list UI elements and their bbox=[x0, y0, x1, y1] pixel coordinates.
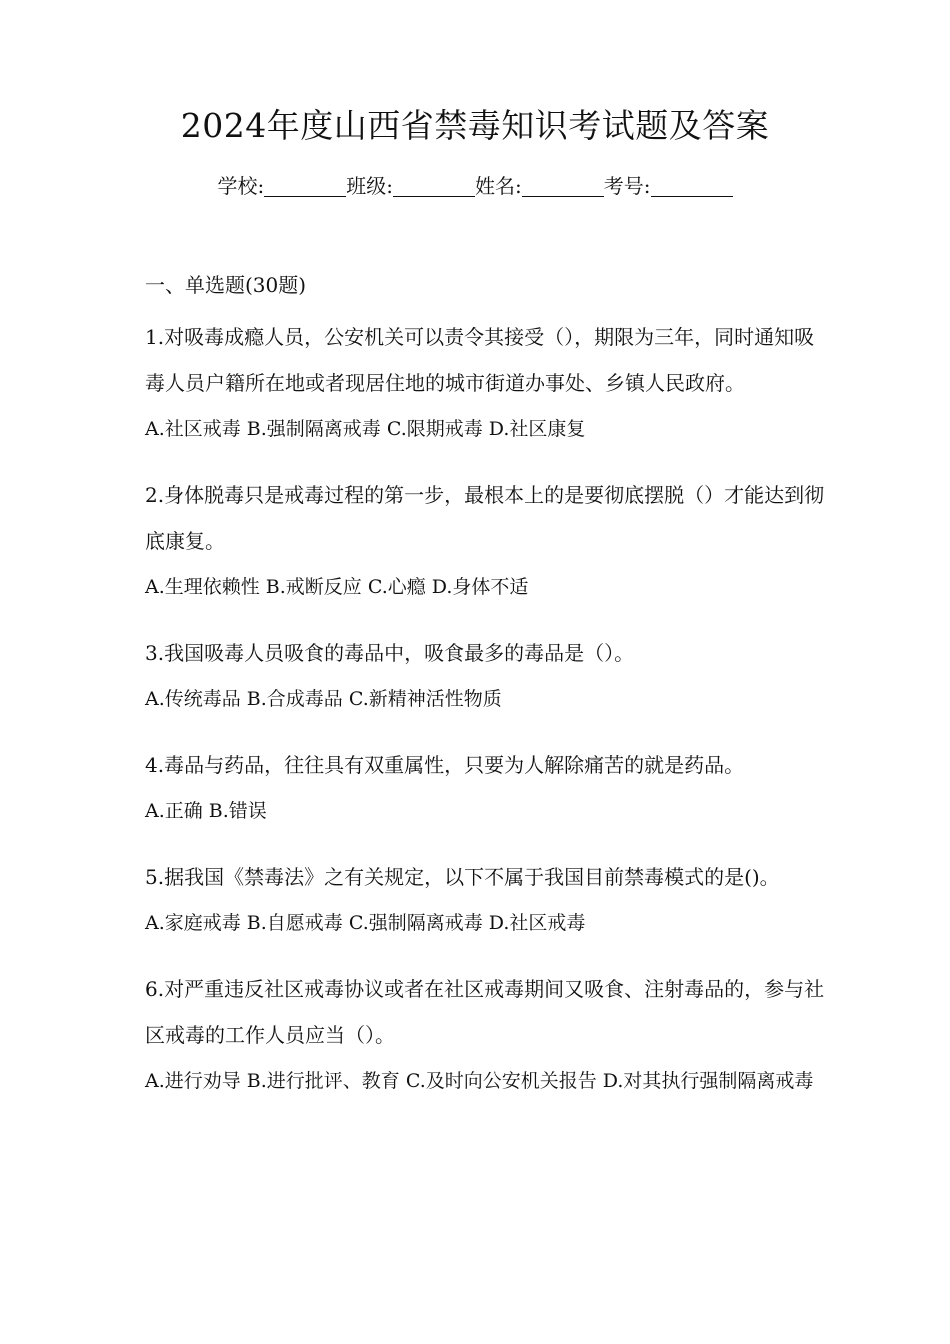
name-label: 姓名: bbox=[475, 174, 522, 198]
school-field bbox=[218, 170, 347, 202]
question-content bbox=[145, 268, 825, 1124]
question-options: A.生理依赖性 B.戒断反应 C.心瘾 D.身体不适 bbox=[145, 576, 529, 598]
class-field bbox=[346, 170, 475, 202]
question-stem: 1.对吸毒成瘾人员，公安机关可以责令其接受（），期限为三年，同时通知吸毒人员户籍所在地或者现居住地的城市街道办事处、乡镇人民政府。 bbox=[145, 325, 815, 395]
question-stem: 2.身体脱毒只是戒毒过程的第一步，最根本上的是要彻底摆脱（）才能达到彻底康复。 bbox=[145, 483, 825, 553]
question-stem: 6.对严重违反社区戒毒协议或者在社区戒毒期间又吸食、注射毒品的，参与社区戒毒的工作人员应当（）。 bbox=[145, 977, 825, 1047]
student-info-row bbox=[0, 170, 950, 202]
school-label: 学校: bbox=[217, 174, 265, 198]
question-stem: 3.我国吸毒人员吸食的毒品中，吸食最多的毒品是（）。 bbox=[145, 641, 635, 665]
exam-number-blank bbox=[651, 176, 733, 197]
exam-number-label: 考号: bbox=[603, 174, 651, 198]
section-heading: 一、单选题(30题) bbox=[145, 273, 307, 297]
question-3 bbox=[145, 630, 825, 722]
question-options: A.传统毒品 B.合成毒品 C.新精神活性物质 bbox=[145, 688, 502, 710]
document-title: 2024年度山西省禁毒知识考试题及答案 bbox=[180, 106, 770, 145]
question-5 bbox=[145, 854, 825, 946]
class-label: 班级: bbox=[346, 174, 393, 198]
question-stem: 5.据我国《禁毒法》之有关规定，以下不属于我国目前禁毒模式的是()。 bbox=[145, 865, 780, 889]
question-stem: 4.毒品与药品，往往具有双重属性，只要为人解除痛苦的就是药品。 bbox=[145, 753, 745, 777]
question-options: A.社区戒毒 B.强制隔离戒毒 C.限期戒毒 D.社区康复 bbox=[145, 418, 586, 440]
name-blank bbox=[522, 176, 604, 197]
question-options: A.家庭戒毒 B.自愿戒毒 C.强制隔离戒毒 D.社区戒毒 bbox=[145, 912, 586, 934]
exam-number-field bbox=[604, 170, 733, 202]
class-blank bbox=[393, 176, 475, 197]
question-6 bbox=[145, 966, 825, 1104]
name-field bbox=[475, 170, 604, 202]
question-options: A.正确 B.错误 bbox=[145, 800, 267, 822]
school-blank bbox=[264, 176, 346, 197]
question-2 bbox=[145, 472, 825, 610]
question-options: A.进行劝导 B.进行批评、教育 C.及时向公安机关报告 D.对其执行强制隔离戒毒 bbox=[145, 1070, 814, 1092]
question-1 bbox=[145, 314, 825, 452]
question-4 bbox=[145, 742, 825, 834]
